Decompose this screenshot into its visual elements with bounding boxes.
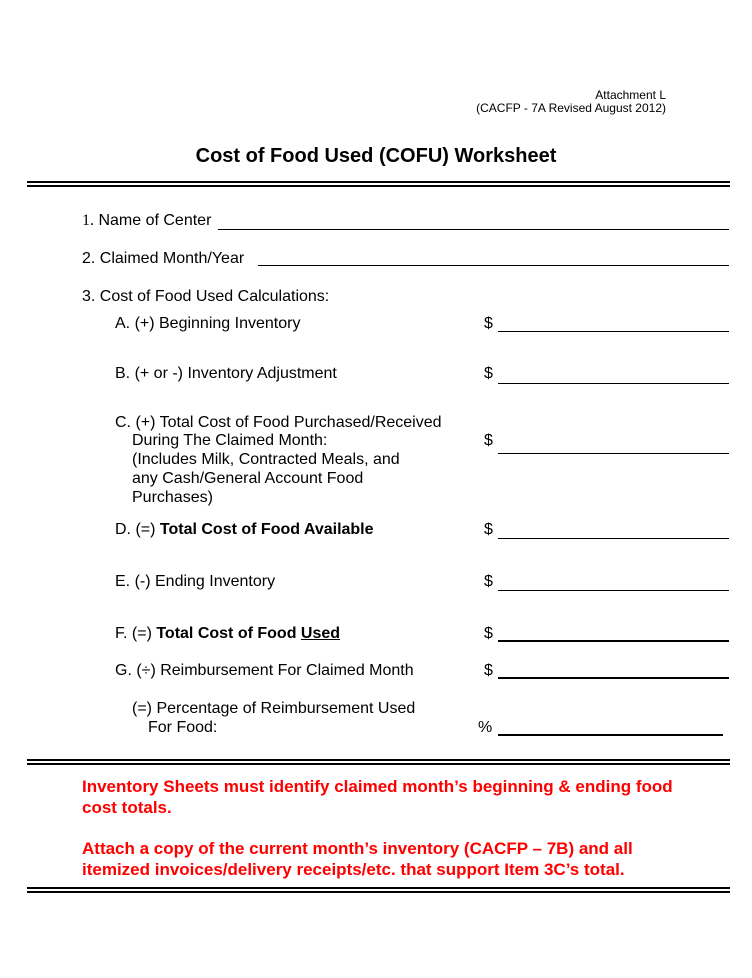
item-e-dollar: $: [484, 573, 493, 590]
item-c-line1: C. (+) Total Cost of Food Purchased/Received: [115, 414, 442, 431]
item-e-field[interactable]: [498, 590, 729, 591]
percentage-field[interactable]: [498, 734, 723, 736]
item-c-dollar: $: [484, 432, 493, 449]
item-e-label: E. (-) Ending Inventory: [115, 573, 276, 590]
item-a-label: A. (+) Beginning Inventory: [115, 315, 301, 332]
item-f-bold: Total Cost of Food: [156, 625, 301, 642]
item-g-dollar: $: [484, 662, 493, 679]
item-f-dollar: $: [484, 625, 493, 642]
percentage-line2: For Food:: [148, 719, 218, 736]
name-of-center-label: [82, 211, 211, 230]
item-c-line3: (Includes Milk, Contracted Meals, and: [132, 451, 400, 468]
item-f-underlined: Used: [300, 625, 341, 642]
item-g-label: G. (÷) Reimbursement For Claimed Month: [115, 662, 414, 679]
middle-divider: [27, 759, 730, 765]
item-g-field[interactable]: [498, 677, 729, 679]
attachment-label: Attachment L: [595, 88, 666, 102]
item-a-field[interactable]: [498, 331, 729, 332]
item-f-prefix: F. (=): [115, 625, 157, 642]
item-b-field[interactable]: [498, 383, 729, 384]
top-divider: [27, 181, 730, 187]
item-d-bold: Total Cost of Food Available: [159, 521, 374, 538]
item-b-dollar: $: [484, 365, 493, 382]
item-d-field[interactable]: [498, 538, 729, 539]
item-a-dollar: $: [484, 315, 493, 332]
item-f-field[interactable]: [498, 640, 729, 642]
revision-label: (CACFP - 7A Revised August 2012): [476, 101, 666, 115]
inventory-note: Inventory Sheets must identify claimed month’s beginning & ending food cost totals.: [82, 777, 673, 817]
item-d-label: [115, 520, 374, 539]
item-f-label: [115, 624, 340, 643]
item-c-line5: Purchases): [132, 489, 213, 506]
item-d-prefix: D. (=): [115, 521, 160, 538]
calculations-label: 3. Cost of Food Used Calculations:: [82, 288, 330, 305]
item-d-dollar: $: [484, 521, 493, 538]
percentage-line1: (=) Percentage of Reimbursement Used: [132, 700, 416, 717]
name-of-center-text: Name of Center: [98, 212, 212, 229]
item-c-line2: During The Claimed Month:: [132, 432, 328, 449]
attach-note: Attach a copy of the current month’s inventory (CACFP – 7B) and all itemized invoices/delivery receipts/etc. that support Item 3C’s total.: [82, 839, 633, 879]
page-title: Cost of Food Used (COFU) Worksheet: [195, 145, 557, 167]
item-b-label: B. (+ or -) Inventory Adjustment: [115, 365, 337, 382]
name-of-center-field[interactable]: [218, 229, 729, 230]
item-c-field[interactable]: [498, 453, 729, 454]
claimed-month-field[interactable]: [258, 265, 729, 266]
item-number: 1.: [82, 212, 94, 229]
bottom-divider: [27, 887, 730, 893]
item-c-line4: any Cash/General Account Food: [132, 470, 364, 487]
claimed-month-label: 2. Claimed Month/Year: [82, 250, 245, 267]
percent-symbol: %: [478, 719, 493, 736]
